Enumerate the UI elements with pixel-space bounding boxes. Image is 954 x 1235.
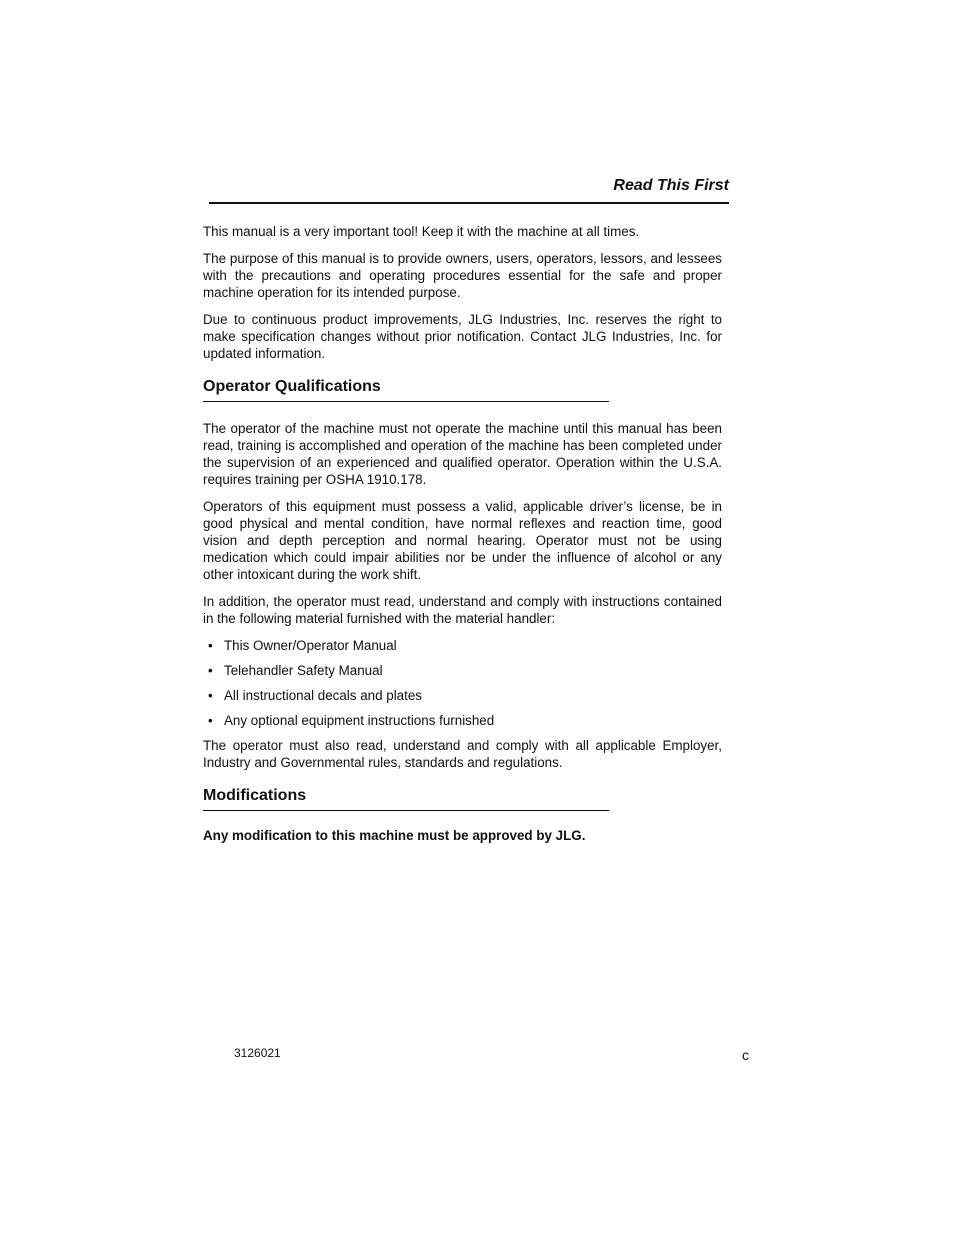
intro-paragraph-1: This manual is a very important tool! Keep it with the machine at all times.: [203, 224, 640, 239]
bullet-icon: •: [208, 638, 213, 653]
intro-paragraph-3: Due to continuous product improvements, JLG Industries, Inc. reserves the right to make specification changes without prior notification. Contact JLG Industries, Inc. for updated information.: [203, 312, 722, 361]
document-number: 3126021: [234, 1046, 281, 1060]
bullet-icon: •: [208, 713, 213, 728]
operator-qualifications-paragraph-2: Operators of this equipment must possess a valid, applicable driver’s license, be in good physical and mental condition, have normal reflexes and reaction time, good vision and depth perception and normal hearing. Operator must not be using medication which could impair abilities nor be under the influence of alcohol or any other intoxicant during the work shift.: [203, 499, 722, 582]
page-header: [209, 176, 729, 204]
modifications-heading: Modifications: [203, 786, 609, 811]
modifications-note: Any modification to this machine must be approved by JLG.: [203, 828, 586, 843]
bullet-icon: •: [208, 688, 213, 703]
operator-qualifications-paragraph-3: In addition, the operator must read, understand and comply with instructions contained in the following material furnished with the material handler:: [203, 594, 722, 626]
list-item: [203, 712, 722, 729]
page-title: Read This First: [613, 177, 729, 194]
operator-qualifications-paragraph-4: The operator must also read, understand and comply with all applicable Employer, Industry and Governmental rules, standards and regulations.: [203, 738, 722, 770]
page-number: c: [742, 1047, 749, 1063]
list-item: [203, 687, 722, 704]
list-item: [203, 637, 722, 654]
operator-qualifications-heading: Operator Qualifications: [203, 377, 609, 402]
list-item-text: Telehandler Safety Manual: [224, 663, 383, 678]
page-content: [203, 223, 722, 854]
required-materials-list: [203, 637, 722, 729]
intro-paragraph-2: The purpose of this manual is to provide owners, users, operators, lessors, and lessees with the precautions and operating procedures essential for the safe and proper machine operation for its intended purpose.: [203, 251, 722, 300]
list-item-text: This Owner/Operator Manual: [224, 638, 397, 653]
bullet-icon: •: [208, 663, 213, 678]
list-item: [203, 662, 722, 679]
list-item-text: All instructional decals and plates: [224, 688, 422, 703]
list-item-text: Any optional equipment instructions furnished: [224, 713, 495, 728]
operator-qualifications-paragraph-1: The operator of the machine must not operate the machine until this manual has been read, training is accomplished and operation of the machine has been completed under the supervision of an experienced and qualified operator. Operation within the U.S.A. requires training per OSHA 1910.178.: [203, 421, 722, 487]
